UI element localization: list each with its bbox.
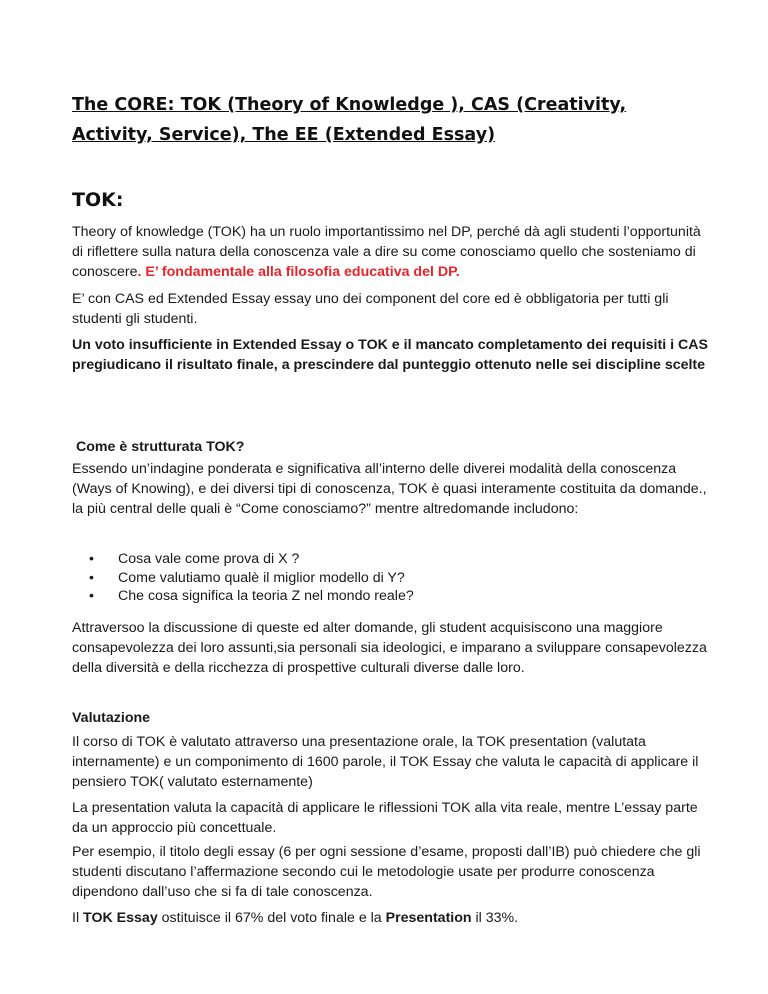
- warning-text: Un voto insufficiente in Extended Essay o TOK e il mancato completamento dei requisiti i CAS pregiudicano il risultato finale, a prescindere dal punteggio ottenuto nelle sei discipline scelte: [72, 337, 708, 373]
- bullet-icon: •: [89, 569, 94, 586]
- structure-paragraph: [72, 459, 708, 519]
- assessment-text-3: Per esempio, il titolo degli essay (6 per ogni sessione d’esame, proposti dall’IB) può chiedere che gli studenti discutano l’affermazione secondo cui le metodologie usate per produrre conoscenza dipendono dall’uso che si fa di tale conoscenza.: [72, 844, 701, 900]
- list-item: • Che cosa significa la teoria Z nel mondo reale?: [89, 588, 414, 604]
- structure-text: Essendo un’indagine ponderata e significativa all’interno delle diverei modalità della conoscenza (Ways of Knowing), e dei diversi tipi di conoscenza, TOK è quasi interamente costituita da domande., la più central delle quali è “Come conosciamo?” mentre altredomande includono:: [72, 461, 707, 517]
- tok-heading: TOK:: [72, 189, 124, 211]
- document-title: The CORE: TOK (Theory of Knowledge ), CAS (Creativity, Activity, Service), The EE (Extended Essay): [72, 95, 627, 145]
- after-questions-text: Attraversoo la discussione di queste ed alter domande, gli student acquisiscono una maggiore consapevolezza dei loro assunti,sia personali sia ideologici, e imparano a sviluppare consapevolezza della diversità e della ricchezza di prospettive culturali diverse dalle loro.: [72, 620, 707, 676]
- assessment-paragraph-1: [72, 732, 708, 792]
- assessment-final-paragraph: Il TOK Essay ostituisce il 67% del voto finale e la Presentation il 33%.: [72, 910, 519, 926]
- bullet-icon: •: [89, 588, 94, 604]
- structure-heading-block: [72, 437, 708, 457]
- intro-paragraph: [72, 222, 708, 282]
- presentation-label: Presentation: [385, 910, 472, 926]
- warning-paragraph: [72, 335, 708, 375]
- tok-essay-label: TOK Essay: [83, 910, 158, 926]
- core-paragraph: [72, 289, 708, 329]
- intro-text: Theory of knowledge (TOK) ha un ruolo importantissimo nel DP, perché dà agli studenti l’opportunità di riflettere sulla natura della conoscenza vale a dire su come conosciamo quello che sosteniamo di conoscere: [72, 224, 701, 280]
- assessment-paragraph-3: [72, 842, 708, 902]
- assessment-paragraph-2: [72, 798, 708, 838]
- list-item: • Come valutiamo qualè il miglior modello di Y?: [89, 569, 405, 586]
- intro-highlight: . E’ fondamentale alla filosofia educativa del DP.: [137, 264, 460, 280]
- assessment-text-2: La presentation valuta la capacità di applicare le riflessioni TOK alla vita reale, mentre L’essay parte da un approccio più concettuale.: [72, 800, 698, 836]
- assessment-text-1: Il corso di TOK è valutato attraverso una presentazione orale, la TOK presentation (valutata internamente) e un componimento di 1600 parole, il TOK Essay che valuta le capacità di applicare il pensiero TOK( valutato esternamente): [72, 734, 699, 790]
- structure-heading: Come è strutturata TOK?: [76, 439, 245, 455]
- assessment-heading-block: [72, 708, 708, 728]
- core-text: E’ con CAS ed Extended Essay essay uno dei component del core ed è obbligatoria per tutti gli studenti gli studenti.: [72, 291, 669, 327]
- questions-list: [72, 550, 708, 606]
- bullet-icon: •: [89, 551, 94, 567]
- after-questions-paragraph: [72, 618, 708, 678]
- list-item: • Cosa vale come prova di X ?: [89, 551, 300, 567]
- assessment-heading: Valutazione: [72, 710, 151, 726]
